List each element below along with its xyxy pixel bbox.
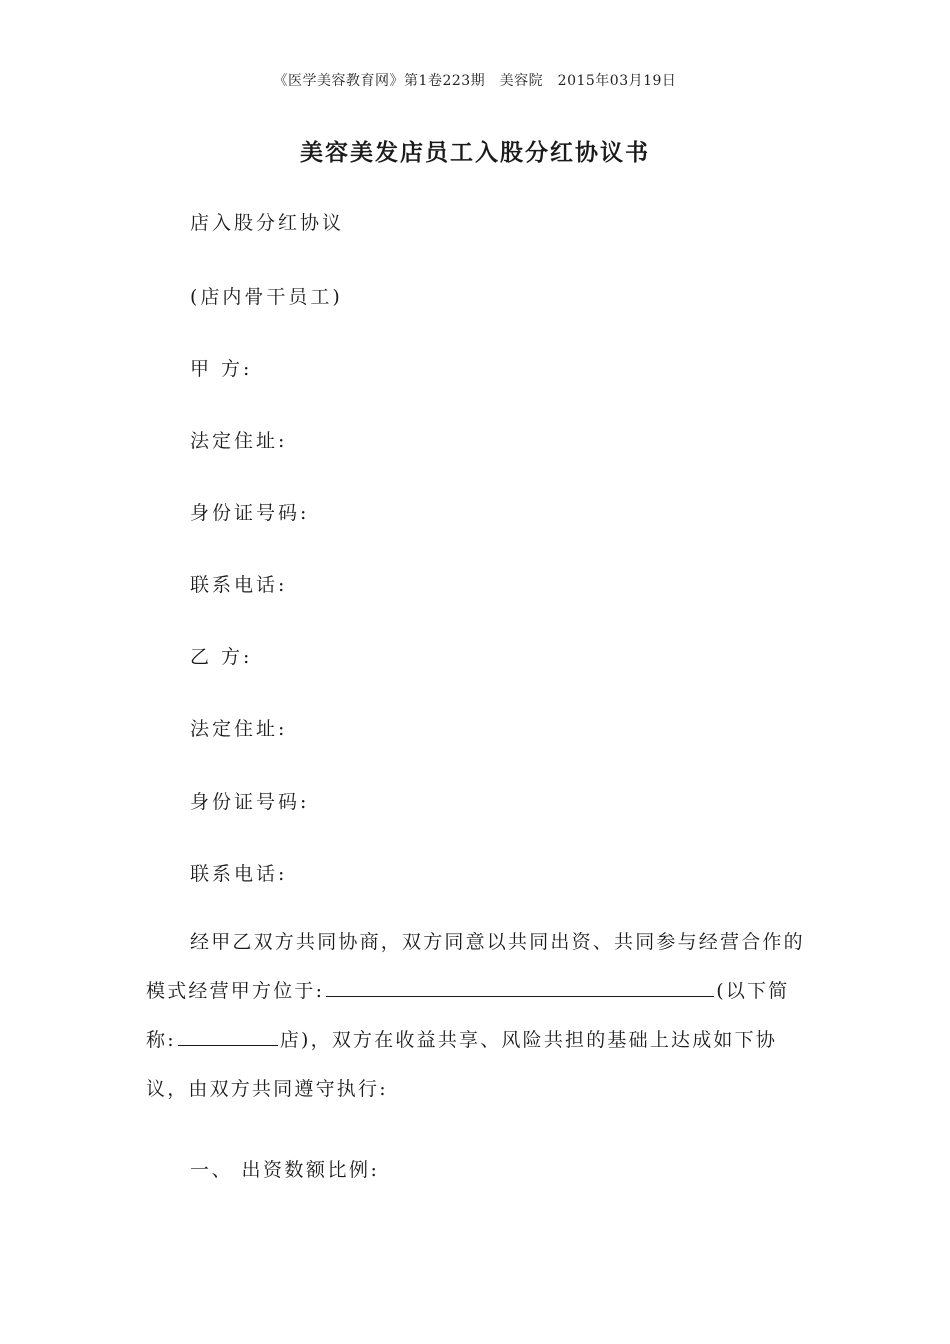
agreement-text-2: (以下简称: (146, 980, 790, 1051)
party-b-address-label: 法定住址: (190, 718, 288, 740)
location-blank (326, 976, 714, 997)
agreement-paragraph (146, 918, 810, 1114)
agreement-text-1: 经甲乙双方共同协商，双方同意以共同出资、共同参与经营合作的模式经营甲方位于: (146, 931, 805, 1002)
journal-header: 《医学美容教育网》第1卷223期 美容院 2015年03月19日 (273, 73, 677, 89)
party-a-label: 甲 方: (190, 358, 253, 380)
party-b-phone-label: 联系电话: (190, 863, 288, 885)
document-title: 美容美发店员工入股分红协议书 (300, 139, 650, 166)
party-a-phone-label: 联系电话: (190, 574, 288, 596)
party-a-address-label: 法定住址: (190, 430, 288, 452)
agreement-text-3: 店)，双方在收益共享、风险共担的基础上达成如下协议，由双方共同遵守执行: (146, 1029, 778, 1100)
party-b-label: 乙 方: (190, 646, 253, 668)
subtitle: 店入股分红协议 (190, 212, 345, 234)
note-line: (店内骨干员工) (190, 286, 343, 308)
party-a-id-label: 身份证号码: (190, 502, 310, 524)
party-b-id-label: 身份证号码: (190, 791, 310, 813)
shop-name-blank (178, 1025, 278, 1046)
section-1-heading: 一、 出资数额比例: (190, 1159, 380, 1181)
